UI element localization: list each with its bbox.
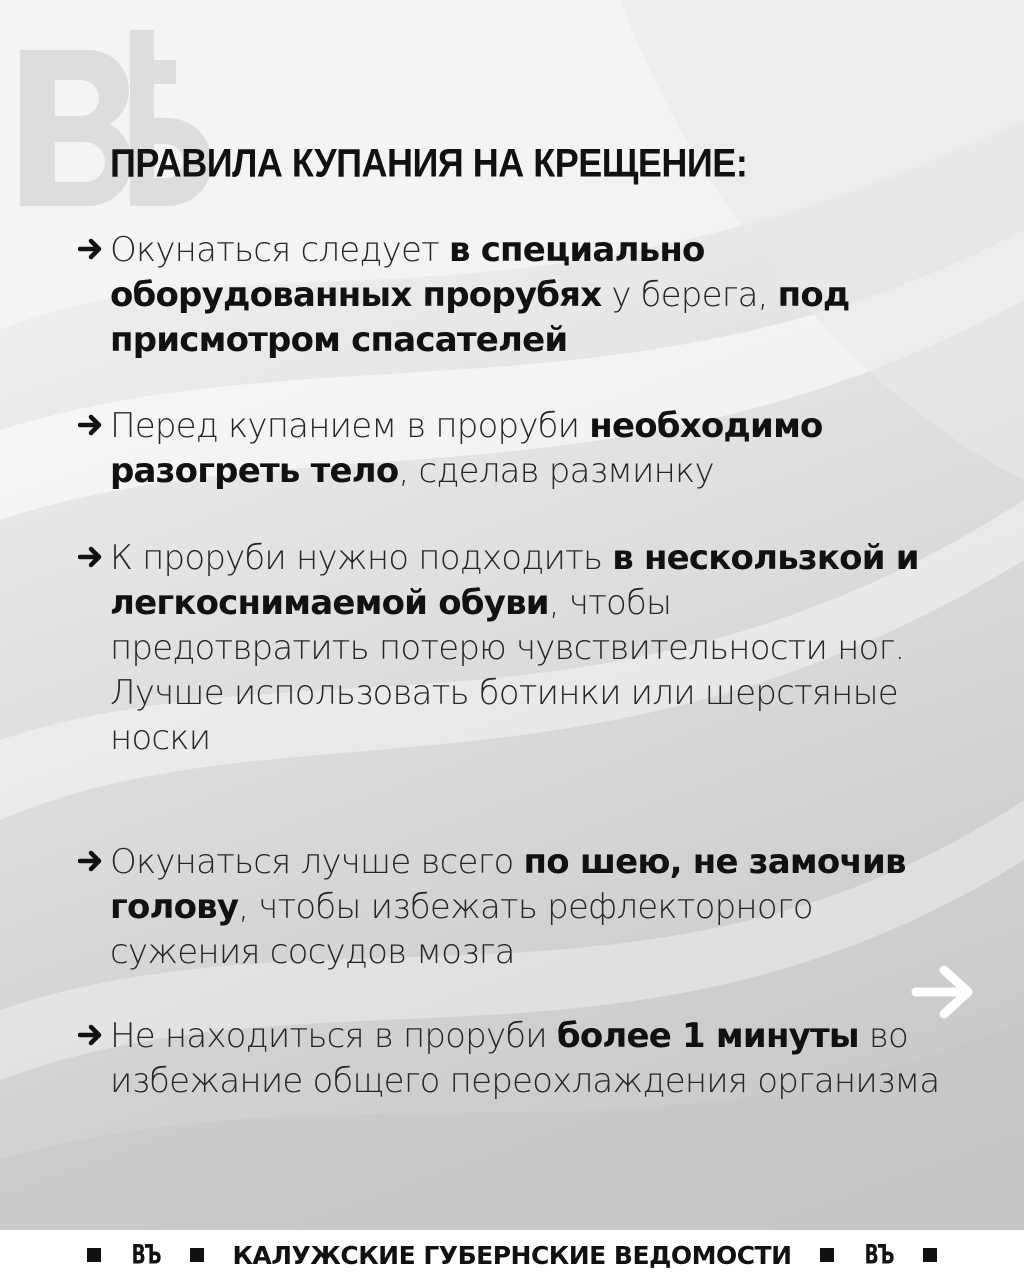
rule-text-bold: по шею, не замочив голову xyxy=(110,842,906,927)
square-icon xyxy=(820,1248,834,1262)
rule-text-regular: К проруби нужно подходить xyxy=(110,538,613,578)
rule-text xyxy=(110,404,940,494)
rule-text-regular: Окунаться лучше всего xyxy=(110,842,524,882)
arrow-right-icon xyxy=(78,237,104,261)
rule-text-regular: , сделав разминку xyxy=(398,451,714,491)
rule-text-bold: в нескользкой и легкоснимаемой обуви xyxy=(110,538,919,623)
rule-text xyxy=(110,840,940,975)
rule-text-regular: , чтобы избежать рефлекторного сужения сосудов мозга xyxy=(110,887,813,972)
rule-text-bold: более 1 минуты xyxy=(556,1016,859,1056)
arrow-right-icon xyxy=(78,849,104,873)
square-icon xyxy=(190,1248,204,1262)
rule-text xyxy=(110,1014,940,1104)
page-title: ПРАВИЛА КУПАНИЯ НА КРЕЩЕНИЕ: xyxy=(110,140,748,186)
rule-text xyxy=(110,228,940,363)
arrow-right-icon xyxy=(78,1023,104,1047)
rule-text-regular: у берега, xyxy=(601,275,778,315)
arrow-right-icon xyxy=(78,413,104,437)
footer-logo-left: ВЪ xyxy=(131,1240,160,1270)
rule-text-regular: Не находиться в проруби xyxy=(110,1016,557,1056)
square-icon xyxy=(87,1248,101,1262)
arrow-right-icon xyxy=(78,545,104,569)
square-icon xyxy=(923,1248,937,1262)
rule-text-bold: в специально оборудованных прорубях xyxy=(110,230,705,315)
rule-text-bold: под присмотром спасателей xyxy=(110,275,850,360)
rule-text xyxy=(110,536,940,761)
rule-text-regular: Перед купанием в проруби xyxy=(110,406,590,446)
rule-text-regular: Окунаться следует xyxy=(110,230,449,270)
footer-publication-name: КАЛУЖСКИЕ ГУБЕРНСКИЕ ВЕДОМОСТИ xyxy=(232,1240,792,1270)
rule-text-regular: во избежание общего переохлаждения организма xyxy=(110,1016,940,1101)
rule-text-regular: , чтобы предотвратить потерю чувствительности ног. Лучше использовать ботинки или шерстяные носки xyxy=(110,583,905,758)
footer-logo-right: ВЪ xyxy=(864,1240,893,1270)
rule-text-bold: необходимо разогреть тело xyxy=(110,406,823,491)
next-slide-arrow-icon[interactable] xyxy=(910,962,978,1022)
footer-bar xyxy=(0,1230,1024,1280)
